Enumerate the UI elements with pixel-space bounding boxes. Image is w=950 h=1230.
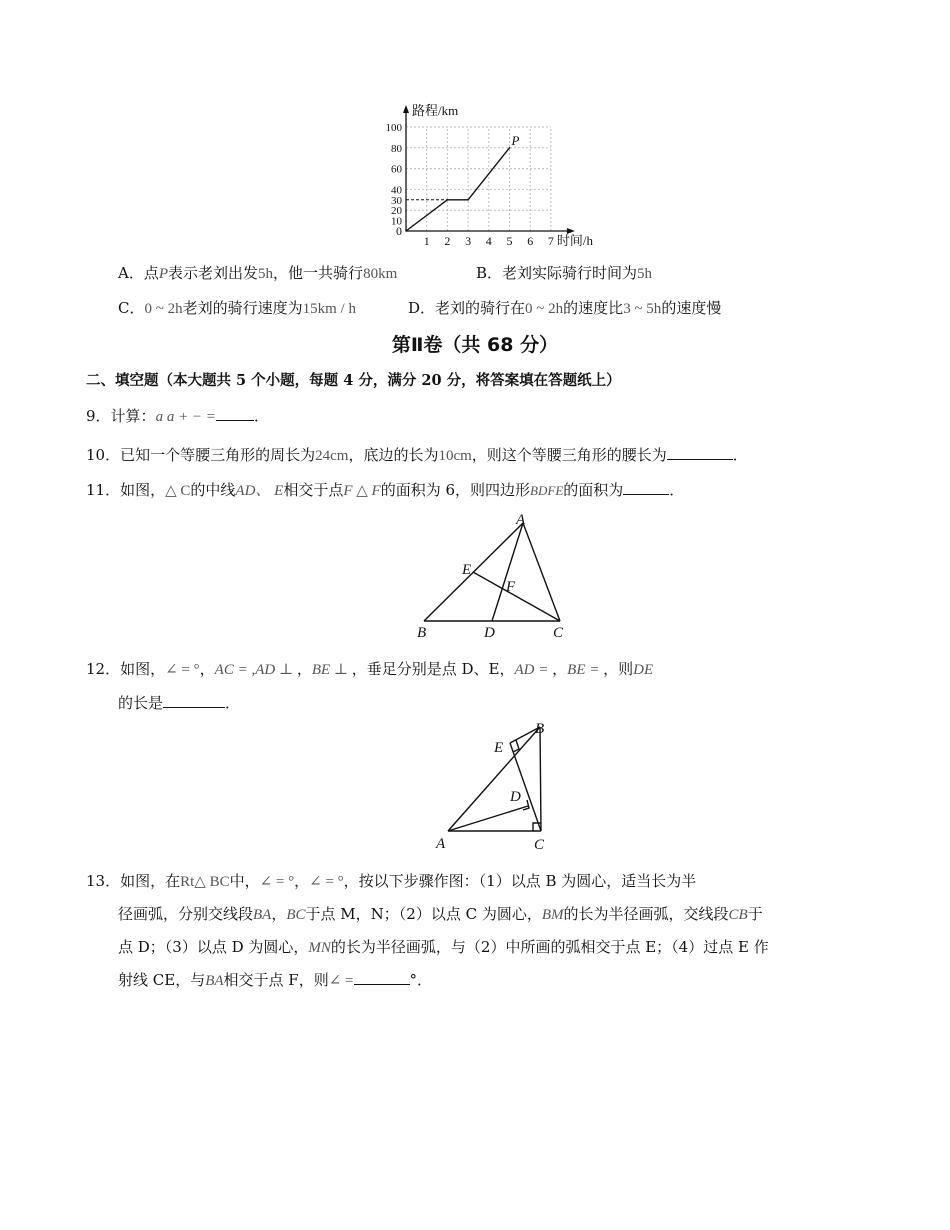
question-number: 11． bbox=[86, 481, 121, 499]
question-math: AC = bbox=[214, 662, 252, 678]
question-text: 如图，在 bbox=[120, 872, 181, 890]
question-number: 13． bbox=[86, 872, 121, 890]
question-math: Rt△ BC bbox=[180, 874, 230, 890]
x-tick-label: 2 bbox=[444, 234, 451, 248]
question-text: 如图， bbox=[120, 481, 166, 499]
right-angle-e bbox=[513, 740, 519, 752]
y-tick-label: 60 bbox=[391, 163, 402, 176]
option-text: 点 bbox=[143, 264, 159, 282]
question-text: 的长为半径画弧，交线段 bbox=[563, 905, 729, 923]
question-text: ， bbox=[296, 660, 312, 678]
x-tick-label: 5 bbox=[506, 234, 513, 248]
series-point bbox=[509, 147, 511, 149]
segment-bc bbox=[540, 727, 541, 831]
question-text: ，底边的长为 bbox=[348, 446, 439, 464]
chart-origin-label: 0 bbox=[396, 224, 402, 238]
question-13-line-3 bbox=[118, 936, 769, 957]
chart-point-label-p: P bbox=[511, 132, 520, 148]
label-a: A bbox=[516, 512, 526, 528]
y-tick-label: 30 bbox=[391, 194, 402, 207]
option-letter: B． bbox=[476, 264, 503, 282]
y-tick-label: 20 bbox=[391, 205, 402, 218]
option-value: 15km / h bbox=[302, 301, 356, 317]
y-tick-label: 80 bbox=[391, 142, 402, 155]
question-math: DE bbox=[633, 662, 654, 678]
question-text: 的中线 bbox=[190, 481, 236, 499]
question-math: AD、 E bbox=[235, 483, 284, 499]
question-text: 于 bbox=[747, 905, 763, 923]
segment-ce bbox=[510, 743, 541, 831]
section-heading: 二、填空题（本大题共 5 个小题，每题 4 分，满分 20 分，将答案填在答题纸上） bbox=[86, 372, 621, 389]
section-title: 第Ⅱ卷（共 68 分） bbox=[391, 334, 559, 356]
option-text: 的速度慢 bbox=[661, 299, 722, 317]
question-text: 射线 CE，与 bbox=[118, 971, 206, 989]
option-letter: D． bbox=[408, 299, 436, 317]
option-text: 的速度比 bbox=[563, 299, 624, 317]
option-letter: C． bbox=[118, 299, 145, 317]
question-13-line-2 bbox=[118, 903, 763, 924]
question-number: 12． bbox=[86, 660, 121, 678]
q8-option-c bbox=[118, 297, 356, 318]
question-text: ， bbox=[199, 660, 215, 678]
q8-option-b bbox=[476, 262, 652, 283]
series-point bbox=[467, 199, 469, 201]
question-text: 计算： bbox=[110, 407, 156, 425]
q8-option-d bbox=[408, 297, 721, 318]
question-text: 的面积为 6，则四边形 bbox=[380, 481, 531, 499]
question-text: °． bbox=[409, 971, 433, 989]
question-13-line-4 bbox=[118, 969, 432, 990]
option-value: 3 ~ 5h bbox=[623, 301, 662, 317]
label-d: D bbox=[510, 789, 521, 805]
option-value: 0 ~ 2h bbox=[525, 301, 564, 317]
question-text: 如图， bbox=[120, 660, 166, 678]
option-text: 老刘的骑行在 bbox=[435, 299, 526, 317]
question-text: 于点 M，N；（2）以点 C 为圆心， bbox=[305, 905, 542, 923]
option-value: 80km bbox=[363, 266, 398, 282]
question-text: 点 D；（3）以点 D 为圆心， bbox=[118, 938, 309, 956]
label-e: E bbox=[494, 740, 504, 756]
question-text: ， bbox=[271, 905, 287, 923]
label-c: C bbox=[534, 837, 545, 853]
segment-ad bbox=[448, 806, 528, 831]
question-text: 的面积为 bbox=[563, 481, 624, 499]
question-math: a a + − = bbox=[155, 409, 216, 425]
series-point bbox=[405, 230, 407, 232]
answer-blank[interactable] bbox=[216, 406, 254, 421]
question-12 bbox=[86, 658, 653, 679]
label-f: F bbox=[506, 579, 516, 595]
label-b: B bbox=[535, 721, 545, 737]
question-text: ， bbox=[294, 872, 310, 890]
y-tick-label: 10 bbox=[391, 215, 402, 228]
y-axis-arrow bbox=[403, 105, 409, 113]
x-tick-label: 6 bbox=[527, 234, 534, 248]
q8-option-a bbox=[118, 262, 397, 283]
question-math: MN bbox=[308, 940, 331, 956]
question-text: ． bbox=[253, 407, 269, 425]
question-math: BE ⊥ bbox=[311, 662, 352, 678]
question-number: 9． bbox=[86, 407, 111, 425]
question-text: ． bbox=[225, 694, 241, 712]
question-11 bbox=[86, 479, 684, 500]
right-angle-d bbox=[523, 800, 529, 810]
option-math: P bbox=[158, 266, 169, 282]
option-text: 老刘的骑行速度为 bbox=[182, 299, 303, 317]
x-tick-label: 4 bbox=[485, 234, 492, 248]
label-c: C bbox=[553, 625, 564, 641]
question-text: 已知一个等腰三角形的周长为 bbox=[120, 446, 316, 464]
question-13-line-1 bbox=[86, 870, 696, 891]
question-number: 10． bbox=[86, 446, 121, 464]
question-10 bbox=[86, 444, 748, 465]
question-9 bbox=[86, 405, 269, 426]
question-math: ∠ = ° bbox=[259, 874, 295, 890]
question-math: AD = bbox=[514, 662, 553, 678]
question-math: BM bbox=[541, 907, 564, 923]
question-math: BE = bbox=[567, 662, 604, 678]
question-text: ． bbox=[669, 481, 685, 499]
chart-x-label: 时间/h bbox=[556, 233, 594, 248]
question-math: CB bbox=[728, 907, 748, 923]
question-text: 中， bbox=[229, 872, 260, 890]
question-text: ． bbox=[732, 446, 748, 464]
x-tick-label: 3 bbox=[465, 234, 472, 248]
segment-ac bbox=[523, 523, 560, 621]
label-b: B bbox=[417, 625, 427, 641]
question-text: ，则这个等腰三角形的腰长为 bbox=[471, 446, 667, 464]
segment-ce bbox=[473, 572, 560, 621]
y-tick-label: 100 bbox=[385, 122, 402, 134]
question-math: BDFE bbox=[530, 483, 564, 498]
figure-12-triangle bbox=[430, 715, 565, 855]
x-tick-label: 1 bbox=[423, 234, 430, 248]
option-value: 5h bbox=[637, 266, 653, 282]
option-letter: A． bbox=[118, 264, 144, 282]
question-value: 24cm bbox=[315, 448, 349, 464]
series-point bbox=[447, 199, 449, 201]
distance-time-chart bbox=[370, 95, 610, 255]
chart-y-label: 路程/km bbox=[412, 103, 459, 118]
label-d: D bbox=[484, 625, 495, 641]
answer-blank[interactable] bbox=[163, 693, 225, 708]
option-text: 老刘实际骑行时间为 bbox=[502, 264, 638, 282]
question-text: 的长为半径画弧，与（2）中所画的弧相交于点 E；（4）过点 E 作 bbox=[330, 938, 769, 956]
label-e: E bbox=[462, 562, 472, 578]
option-value: 0 ~ 2h bbox=[144, 301, 183, 317]
x-tick-label: 7 bbox=[547, 234, 554, 248]
option-value: 5h bbox=[258, 266, 274, 282]
question-math: F △ F bbox=[343, 483, 381, 499]
question-math: ,AD ⊥ bbox=[251, 662, 297, 678]
question-math: ∠ = ° bbox=[165, 662, 200, 678]
question-text: ， bbox=[552, 660, 568, 678]
question-text: 相交于点 F，则 bbox=[223, 971, 329, 989]
question-math: BA bbox=[253, 907, 272, 923]
question-math: ∠ = ° bbox=[309, 874, 344, 890]
question-text: 相交于点 bbox=[283, 481, 344, 499]
question-text: 径画弧，分别交线段 bbox=[118, 905, 254, 923]
series-line bbox=[406, 148, 510, 231]
answer-blank[interactable] bbox=[623, 480, 669, 495]
question-text: 的长是 bbox=[118, 694, 164, 712]
question-text: ，垂足分别是点 D、E， bbox=[351, 660, 515, 678]
option-text: ，他一共骑行 bbox=[273, 264, 364, 282]
y-tick-label: 40 bbox=[391, 184, 402, 197]
option-text: 表示老刘出发 bbox=[168, 264, 259, 282]
chart-ticks bbox=[386, 122, 554, 248]
label-a: A bbox=[436, 836, 446, 852]
question-math: BC bbox=[286, 907, 306, 923]
question-value: 10cm bbox=[438, 448, 472, 464]
question-math: △ C bbox=[165, 483, 191, 499]
question-text: ，按以下步骤作图：（1）以点 B 为圆心，适当长为半 bbox=[343, 872, 697, 890]
question-text: ，则 bbox=[603, 660, 634, 678]
answer-blank[interactable] bbox=[667, 445, 733, 460]
question-math: ∠ = bbox=[328, 973, 354, 989]
answer-blank[interactable] bbox=[354, 970, 410, 985]
question-12-line-2 bbox=[118, 692, 240, 713]
figure-11-triangle bbox=[410, 510, 580, 645]
question-math: BA bbox=[205, 973, 224, 989]
